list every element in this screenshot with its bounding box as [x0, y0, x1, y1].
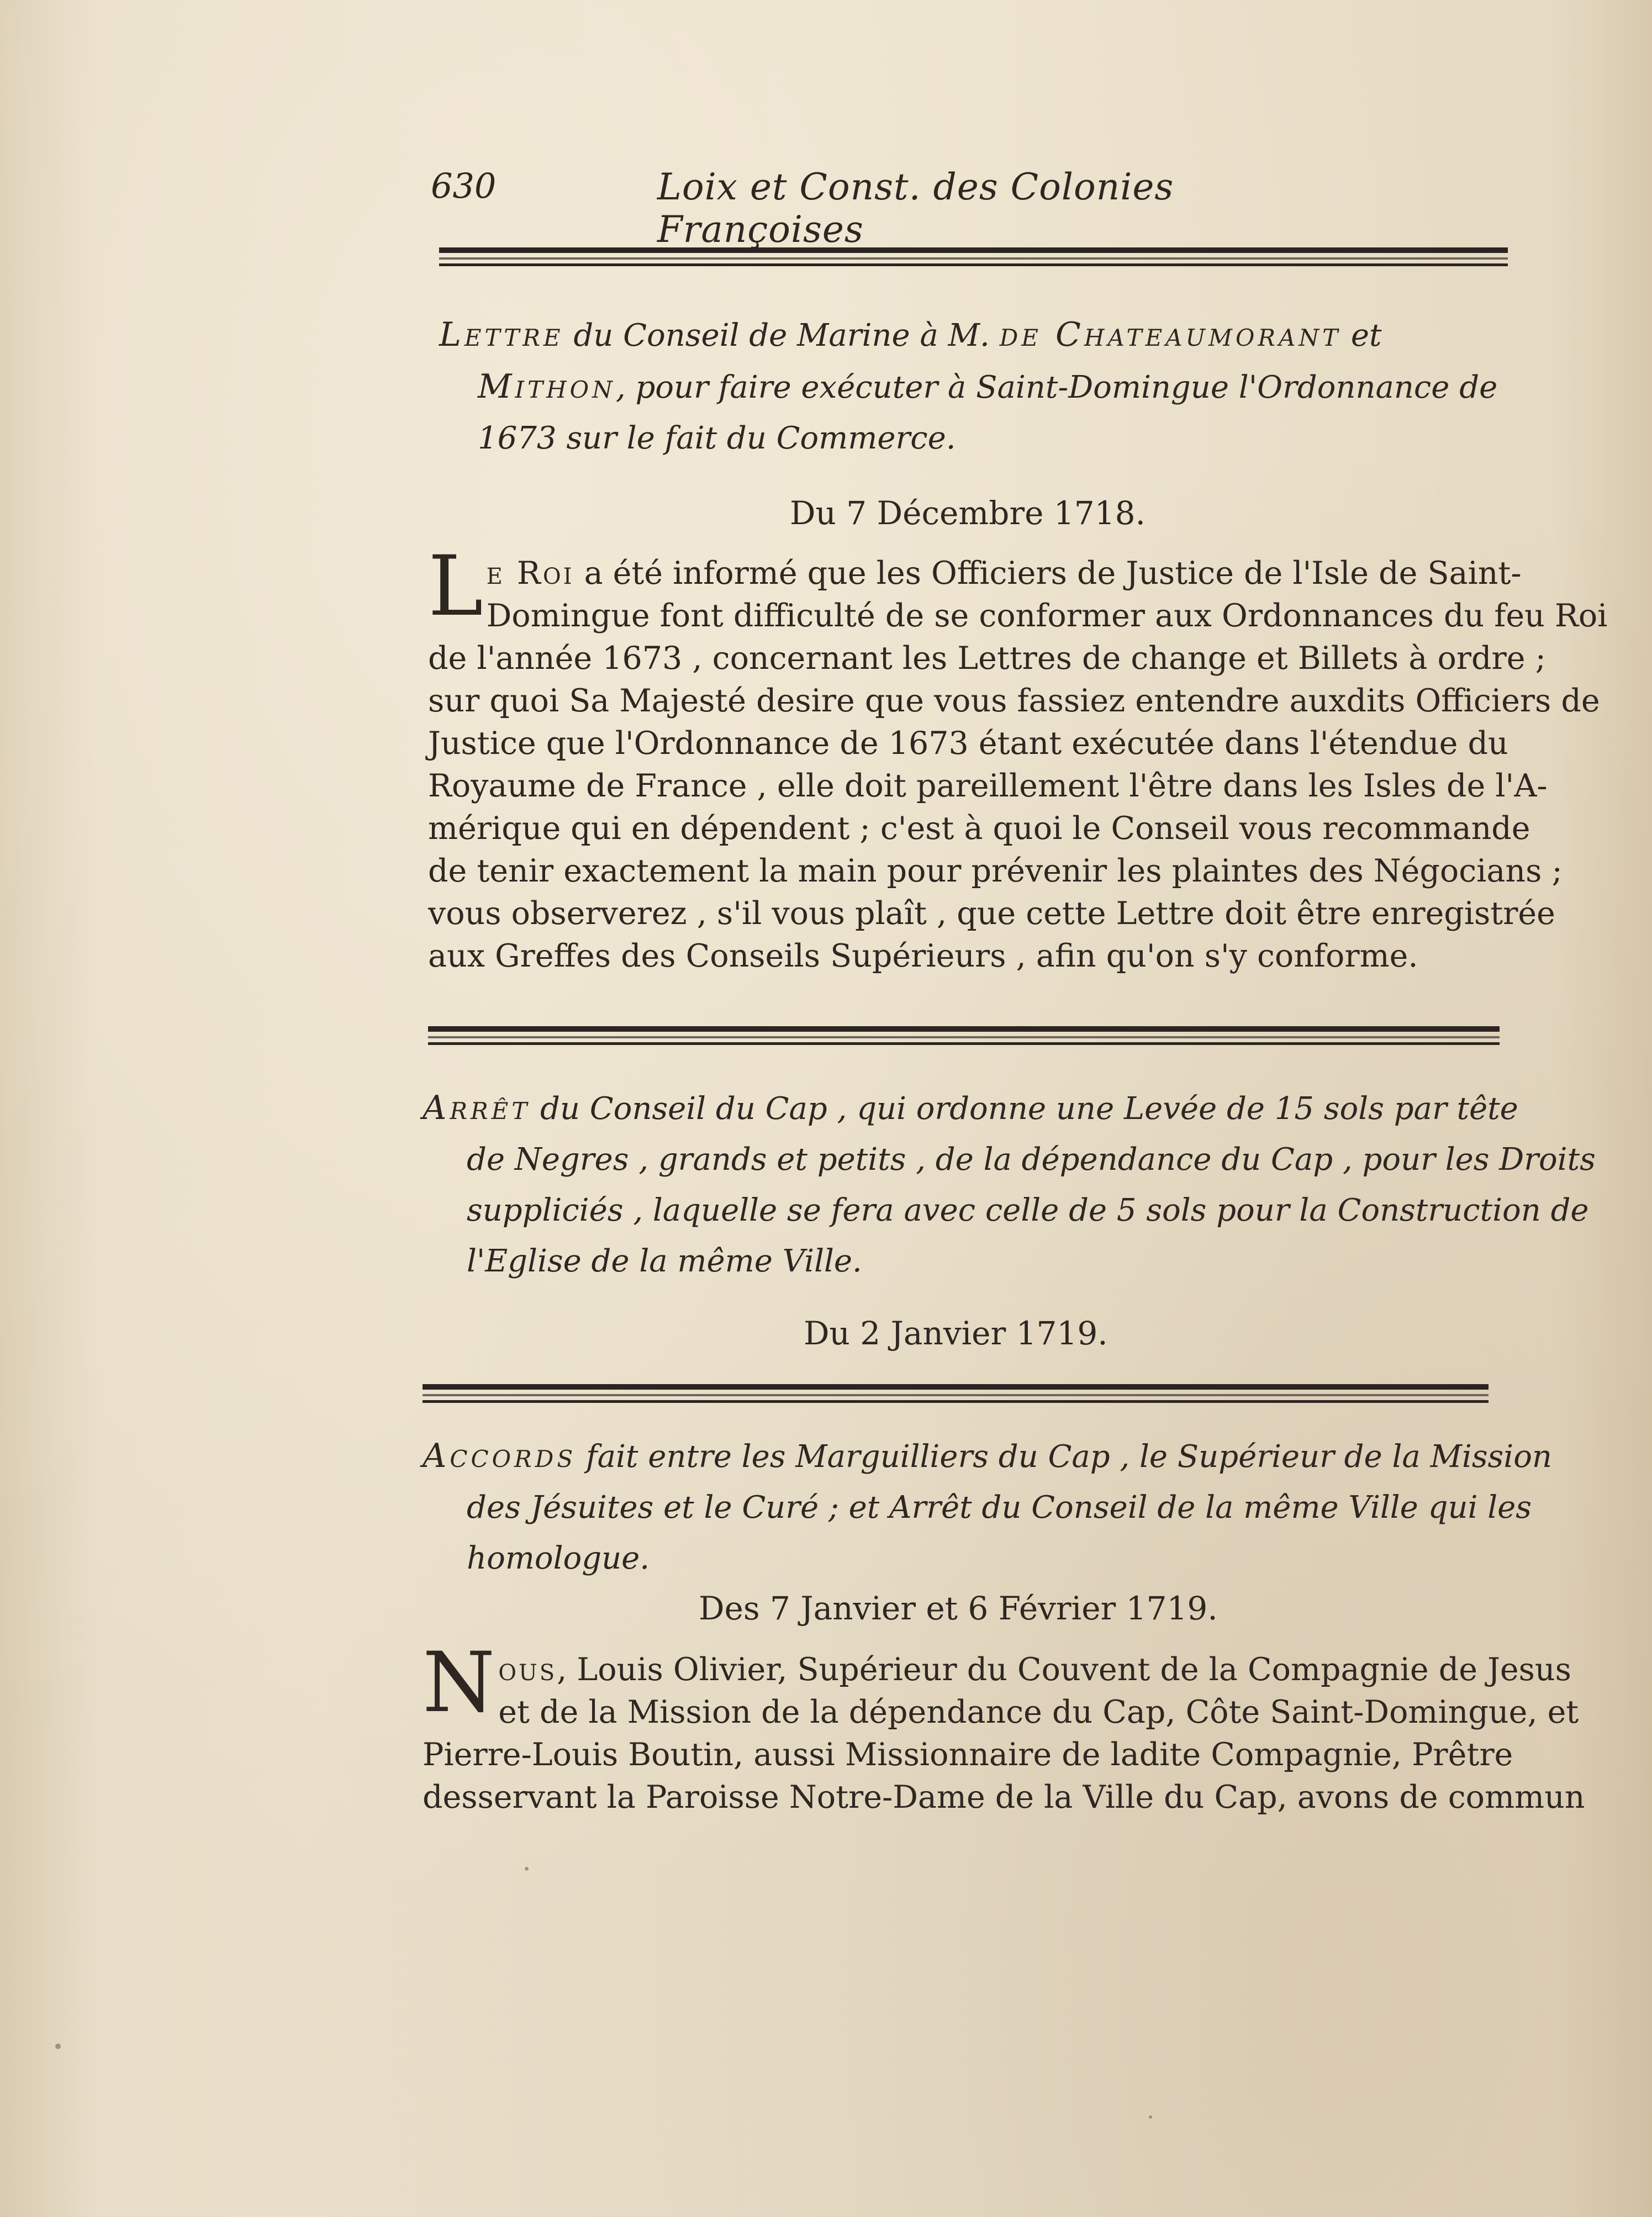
section-heading-accords — [423, 1431, 1552, 1584]
heading-line: Accords fait entre les Marguilliers du Cap , le Supérieur de la Mission — [423, 1437, 1552, 1475]
page-header — [431, 166, 1292, 251]
section-body-text — [428, 539, 1608, 978]
paper-speck — [525, 1867, 529, 1871]
section-date: Des 7 Janvier et 6 Février 1719. — [699, 1590, 1218, 1627]
heading-line: Lettre du Conseil de Marine à M. de Chateaumorant et — [439, 315, 1382, 354]
body-line: Domingue font difficulté de se conformer aux Ordonnances du feu Roi — [486, 598, 1608, 634]
body-line: mérique qui en dépendent ; c'est à quoi le Conseil vous recommande — [428, 810, 1530, 847]
heading-line: Mithon, pour faire exécuter à Saint-Domingue l'Ordonnance de — [478, 367, 1498, 406]
running-title: Loix et Const. des Colonies Françoises — [657, 166, 1174, 251]
heading-line: l'Eglise de la même Ville. — [467, 1243, 862, 1279]
page-number: 630 — [431, 166, 497, 206]
body-line: ous, Louis Olivier, Supérieur du Couvent de la Compagnie de Jesus — [498, 1651, 1571, 1688]
body-line: desservant la Paroisse Notre-Dame de la Ville du Cap, avons de commun — [423, 1779, 1585, 1815]
body-line: Royaume de France , elle doit pareillement l'être dans les Isles de l'A- — [428, 768, 1548, 804]
heading-line: 1673 sur le fait du Commerce. — [478, 420, 956, 456]
body-line: et de la Mission de la dépendance du Cap, Côte Saint-Domingue, et — [498, 1694, 1579, 1730]
section-date: Du 2 Janvier 1719. — [804, 1315, 1108, 1352]
body-line: Pierre-Louis Boutin, aussi Missionnaire de ladite Compagnie, Prêtre — [423, 1736, 1513, 1773]
heading-line: suppliciés , laquelle se fera avec celle de 5 sols pour la Construction de — [467, 1192, 1589, 1228]
body-line: vous observerez , s'il vous plaît , que cette Lettre doit être enregistrée — [428, 895, 1555, 932]
body-line: de tenir exactement la main pour prévenir les plaintes des Négocians ; — [428, 853, 1563, 889]
section-body-text — [423, 1635, 1585, 1819]
body-line: Justice que l'Ordonnance de 1673 étant exécutée dans l'étendue du — [428, 725, 1508, 762]
ornamental-rule — [428, 1026, 1500, 1045]
heading-line: des Jésuites et le Curé ; et Arrêt du Conseil de la même Ville qui les — [467, 1490, 1532, 1525]
section-heading-lettre — [439, 309, 1516, 464]
paper-speck — [55, 2044, 61, 2049]
heading-line: homologue. — [467, 1540, 650, 1576]
body-line: de l'année 1673 , concernant les Lettres de change et Billets à ordre ; — [428, 640, 1546, 677]
heading-line: Arrêt du Conseil du Cap , qui ordonne une Levée de 15 sols par tête — [423, 1089, 1518, 1127]
section-date: Du 7 Décembre 1718. — [790, 494, 1146, 532]
body-line: aux Greffes des Conseils Supérieurs , afin qu'on s'y conforme. — [428, 938, 1418, 974]
section-heading-arret — [423, 1083, 1596, 1287]
ornamental-rule — [439, 247, 1508, 266]
drop-capital: N — [423, 1635, 495, 1731]
body-line: e Roi a été informé que les Officiers de Justice de l'Isle de Saint- — [486, 555, 1522, 592]
ornamental-rule — [423, 1384, 1489, 1403]
body-line: sur quoi Sa Majesté desire que vous fassiez entendre auxdits Officiers de — [428, 683, 1600, 719]
heading-line: de Negres , grands et petits , de la dépendance du Cap , pour les Droits — [467, 1142, 1596, 1178]
drop-capital: L — [428, 539, 483, 635]
paper-speck — [1149, 2115, 1152, 2119]
